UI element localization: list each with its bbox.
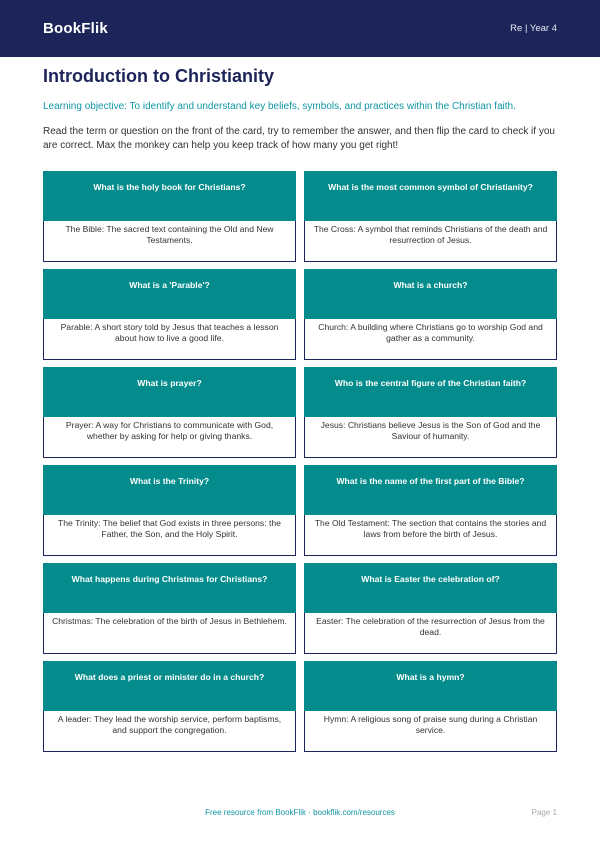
flashcard-question[interactable]: What is a 'Parable'? (43, 269, 296, 319)
flashcard-question[interactable]: What is Easter the celebration of? (304, 563, 557, 613)
page-title: Introduction to Christianity (43, 66, 274, 86)
flashcard[interactable] (304, 269, 557, 360)
flashcard-question[interactable]: What is the name of the first part of the Bible? (304, 465, 557, 515)
flashcard-question[interactable]: What is prayer? (43, 367, 296, 417)
flashcard-grid (43, 171, 557, 752)
flashcard-answer: The Bible: The sacred text containing the Old and New Testaments. (43, 221, 296, 262)
flashcard[interactable] (304, 563, 557, 654)
flashcard[interactable] (304, 465, 557, 556)
flashcard-question[interactable]: What is the most common symbol of Christianity? (304, 171, 557, 221)
flashcard-question[interactable]: What happens during Christmas for Christians? (43, 563, 296, 613)
flashcard[interactable] (43, 465, 296, 556)
flashcard[interactable] (43, 563, 296, 654)
instructions: Read the term or question on the front of the card, try to remember the answer, and then flip the card to check if you are correct. Max the monkey can help you keep track of how many you get right! (43, 126, 555, 151)
flashcard[interactable] (43, 171, 296, 262)
page-header (0, 0, 600, 57)
flashcard-question[interactable]: What is the holy book for Christians? (43, 171, 296, 221)
flashcard-answer: The Old Testament: The section that contains the stories and laws from before the birth of Jesus. (304, 515, 557, 556)
flashcard[interactable] (43, 269, 296, 360)
flashcard-answer: Hymn: A religious song of praise sung during a Christian service. (304, 711, 557, 752)
flashcard-answer: Parable: A short story told by Jesus that teaches a lesson about how to live a good life. (43, 319, 296, 360)
flashcard[interactable] (304, 367, 557, 458)
learning-objective: Learning objective: To identify and understand key beliefs, symbols, and practices within the Christian faith. (43, 101, 516, 112)
flashcard-answer: Easter: The celebration of the resurrection of Jesus from the dead. (304, 613, 557, 654)
brand-logo[interactable]: BookFlik (43, 20, 108, 37)
flashcard-answer: The Trinity: The belief that God exists in three persons: the Father, the Son, and the Holy Spirit. (43, 515, 296, 556)
flashcard-answer: Church: A building where Christians go to worship God and gather as a community. (304, 319, 557, 360)
subject-year-label: Re | Year 4 (510, 23, 557, 34)
page-number: Page 1 (531, 808, 557, 817)
flashcard[interactable] (304, 171, 557, 262)
flashcard-answer: A leader: They lead the worship service, perform baptisms, and support the congregation. (43, 711, 296, 752)
flashcard-answer: Jesus: Christians believe Jesus is the Son of God and the Saviour of humanity. (304, 417, 557, 458)
footer-resource-link[interactable]: Free resource from BookFlik · bookflik.com/resources (205, 808, 395, 817)
flashcard-question[interactable]: Who is the central figure of the Christian faith? (304, 367, 557, 417)
flashcard-question[interactable]: What is a hymn? (304, 661, 557, 711)
flashcard-answer: Prayer: A way for Christians to communicate with God, whether by asking for help or giving thanks. (43, 417, 296, 458)
flashcard[interactable] (304, 661, 557, 752)
flashcard[interactable] (43, 367, 296, 458)
flashcard[interactable] (43, 661, 296, 752)
flashcard-question[interactable]: What is a church? (304, 269, 557, 319)
flashcard-question[interactable]: What is the Trinity? (43, 465, 296, 515)
flashcard-answer: Christmas: The celebration of the birth of Jesus in Bethlehem. (43, 613, 296, 654)
flashcard-answer: The Cross: A symbol that reminds Christians of the death and resurrection of Jesus. (304, 221, 557, 262)
flashcard-question[interactable]: What does a priest or minister do in a church? (43, 661, 296, 711)
